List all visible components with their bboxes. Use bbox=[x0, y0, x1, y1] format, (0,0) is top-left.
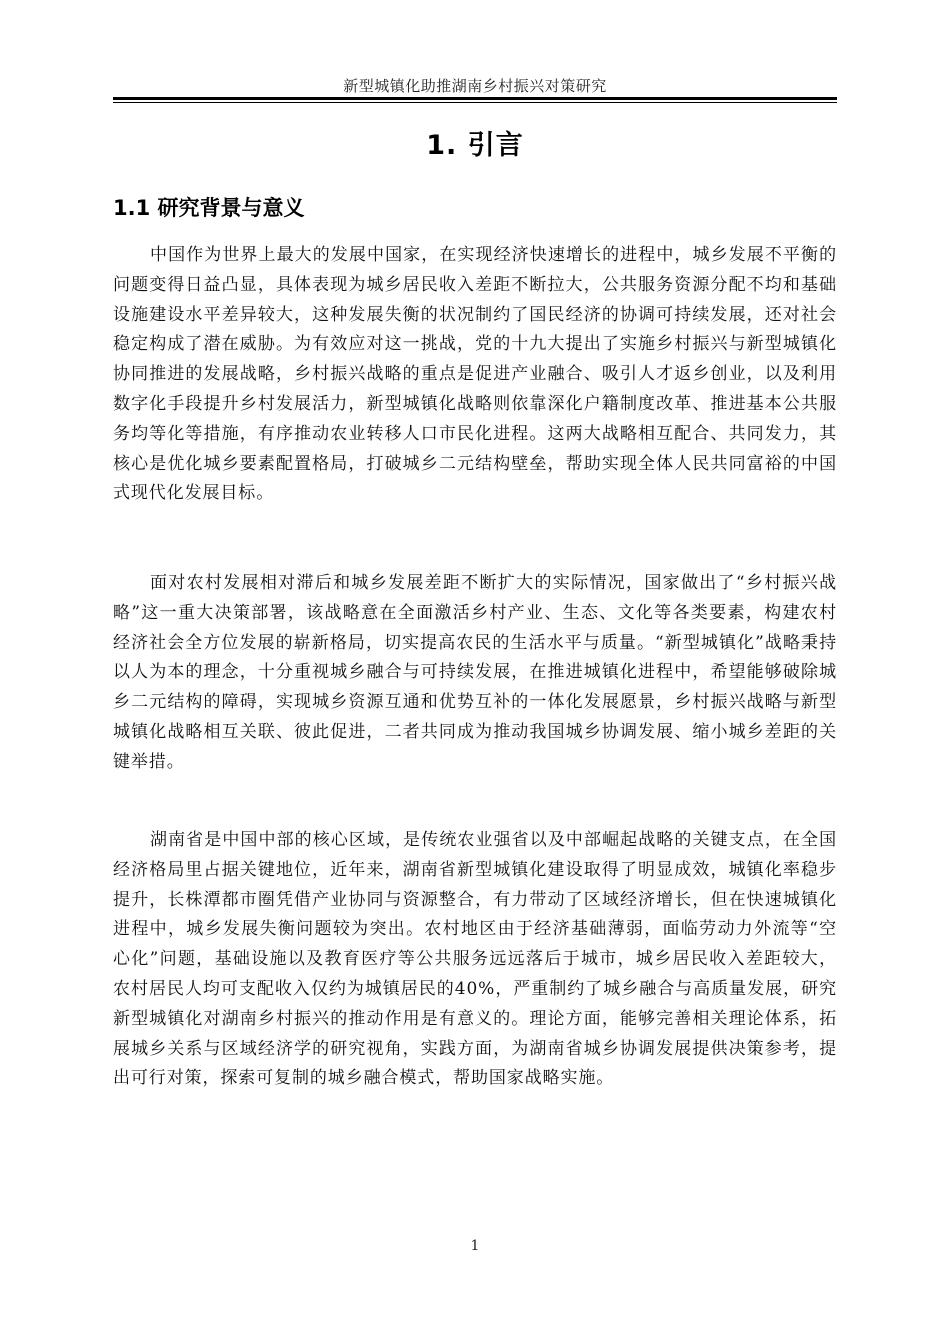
section-title: 1.1 研究背景与意义 bbox=[113, 196, 305, 220]
header-rule-thin bbox=[113, 102, 837, 103]
body-paragraph: 面对农村发展相对滞后和城乡发展差距不断扩大的实际情况，国家做出了“乡村振兴战略”这一重大决策部署，该战略意在全面激活乡村产业、生态、文化等各类要素，构建农村经济社会全方位发展的崭新格局，切实提高农民的生活水平与质量。“新型城镇化”战略秉持以人为本的理念，十分重视城乡融合与可持续发展，在推进城镇化进程中，希望能够破除城乡二元结构的障碍，实现城乡资源互通和优势互补的一体化发展愿景，乡村振兴战略与新型城镇化战略相互关联、彼此促进，二者共同成为推动我国城乡协调发展、缩小城乡差距的关键举措。 bbox=[113, 573, 837, 772]
header-rule-thick bbox=[113, 97, 837, 100]
chapter-title: 1. 引言 bbox=[426, 130, 524, 161]
running-header: 新型城镇化助推湖南乡村振兴对策研究 bbox=[343, 77, 607, 95]
page-number: 1 bbox=[470, 1238, 480, 1254]
body-paragraph: 湖南省是中国中部的核心区域，是传统农业强省以及中部崛起战略的关键支点，在全国经济格局里占据关键地位，近年来，湖南省新型城镇化建设取得了明显成效，城镇化率稳步提升，长株潭都市圈凭借产业协同与资源整合，有力带动了区域经济增长，但在快速城镇化进程中，城乡发展失衡问题较为突出。农村地区由于经济基础薄弱，面临劳动力外流等“空心化”问题，基础设施以及教育医疗等公共服务远远落后于城市，城乡居民收入差距较大，农村居民人均可支配收入仅约为城镇居民的40%，严重制约了城乡融合与高质量发展，研究新型城镇化对湖南乡村振兴的推动作用是有意义的。理论方面，能够完善相关理论体系，拓展城乡关系与区域经济学的研究视角，实践方面，为湖南省城乡协调发展提供决策参考，提出可行对策，探索可复制的城乡融合模式，帮助国家战略实施。 bbox=[113, 830, 837, 1089]
body-paragraph: 中国作为世界上最大的发展中国家，在实现经济快速增长的进程中，城乡发展不平衡的问题变得日益凸显，具体表现为城乡居民收入差距不断拉大，公共服务资源分配不均和基础设施建设水平差异较大，这种发展失衡的状况制约了国民经济的协调可持续发展，还对社会稳定构成了潜在威胁。为有效应对这一挑战，党的十九大提出了实施乡村振兴与新型城镇化协同推进的发展战略，乡村振兴战略的重点是促进产业融合、吸引人才返乡创业，以及利用数字化手段提升乡村发展活力，新型城镇化战略则依靠深化户籍制度改革、推进基本公共服务均等化等措施，有序推动农业转移人口市民化进程。这两大战略相互配合、共同发力，其核心是优化城乡要素配置格局，打破城乡二元结构壁垒，帮助实现全体人民共同富裕的中国式现代化发展目标。 bbox=[113, 245, 837, 504]
